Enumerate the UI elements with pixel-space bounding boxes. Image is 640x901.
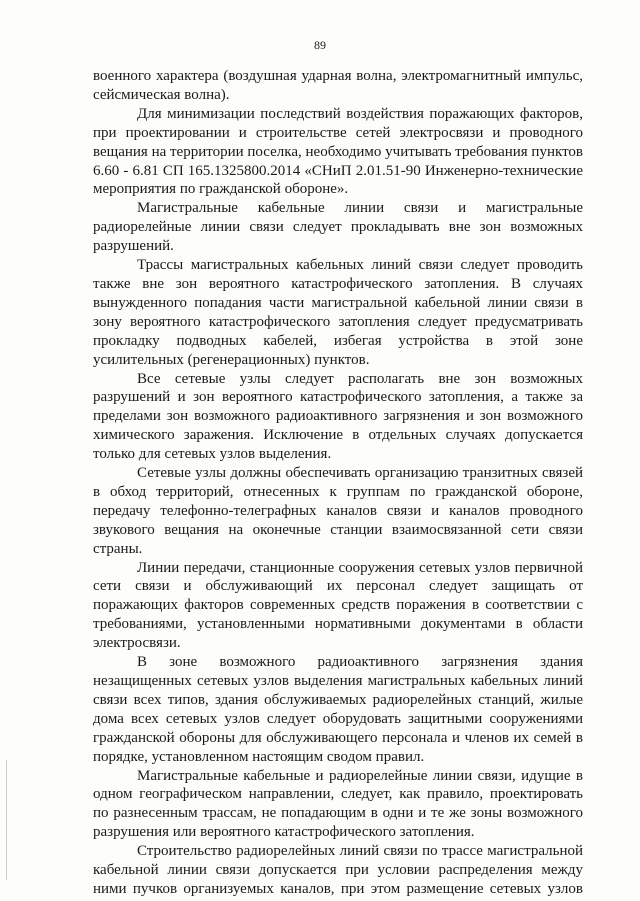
paragraph-10: Строительство радиорелейных линий связи по трассе магистральной кабельной линии связи допускается при условии распределения между ними пучков организуемых каналов, при этом размещение сетевых узлов	[93, 843, 583, 897]
body-text	[93, 67, 583, 899]
paragraph-3: Магистральные кабельные линии связи и магистральные радиорелейные линии связи следует прокладывать вне зон возможных разрушений.	[93, 200, 583, 255]
paragraph-9: Магистральные кабельные и радиорелейные линии связи, идущие в одном географическом направлении, следует, как правило, проектировать по разнесенным трассам, не попадающим в одни и те же зоны возможного разрушения или вероятного катастрофического затопления.	[93, 767, 583, 841]
scan-edge-mark	[6, 760, 7, 880]
paragraph-8: В зоне возможного радиоактивного загрязнения здания незащищенных сетевых узлов выделения магистральных кабельных линий связи всех типов, здания обслуживаемых радиорелейных станций, жилые дома всех сетевых узлов следует оборудовать защитными сооружениями гражданской обороны для обслуживающего персонала и членов их семей в порядке, установленном настоящим сводом правил.	[93, 654, 583, 765]
paragraph-1: военного характера (воздушная ударная волна, электромагнитный импульс, сейсмическая волна).	[93, 68, 583, 103]
paragraph-5: Все сетевые узлы следует располагать вне зон возможных разрушений и зон вероятного катастрофического затопления, а также за пределами зон возможного радиоактивного загрязнения и зон возможного химического заражения. Исключение в отдельных случаях допускается только для сетевых узлов выделения.	[93, 370, 583, 463]
page-number: 89	[314, 38, 326, 52]
paragraph-2: Для минимизации последствий воздействия поражающих факторов, при проектировании и строительстве сетей электросвязи и проводного вещания на территории поселка, необходимо учитывать требования пунктов 6.60 - 6.81 СП 165.1325800.2014 «СНиП 2.01.51-90 Инженерно-технические мероприятия по гражданской обороне».	[93, 105, 584, 198]
paragraph-4: Трассы магистральных кабельных линий связи следует проводить также вне зон вероятного катастрофического затопления. В случаях вынужденного попадания части магистральной кабельной линии связи в зону вероятного катастрофического затопления следует предусматривать прокладку подводных кабелей, избегая устройства в этой зоне усилительных (регенерационных) пунктов.	[93, 257, 583, 368]
paragraph-7: Линии передачи, станционные сооружения сетевых узлов первичной сети связи и обслуживающий их персонал следует защищать от поражающих факторов современных средств поражения в соответствии с требованиями, установленными нормативными документами в области электросвязи.	[93, 559, 583, 652]
paragraph-6: Сетевые узлы должны обеспечивать организацию транзитных связей в обход территорий, отнесенных к группам по гражданской обороне, передачу телефонно-телеграфных каналов связи и каналов проводного звукового вещания на оконечные станции взаимосвязанной сети связи страны.	[93, 465, 583, 557]
